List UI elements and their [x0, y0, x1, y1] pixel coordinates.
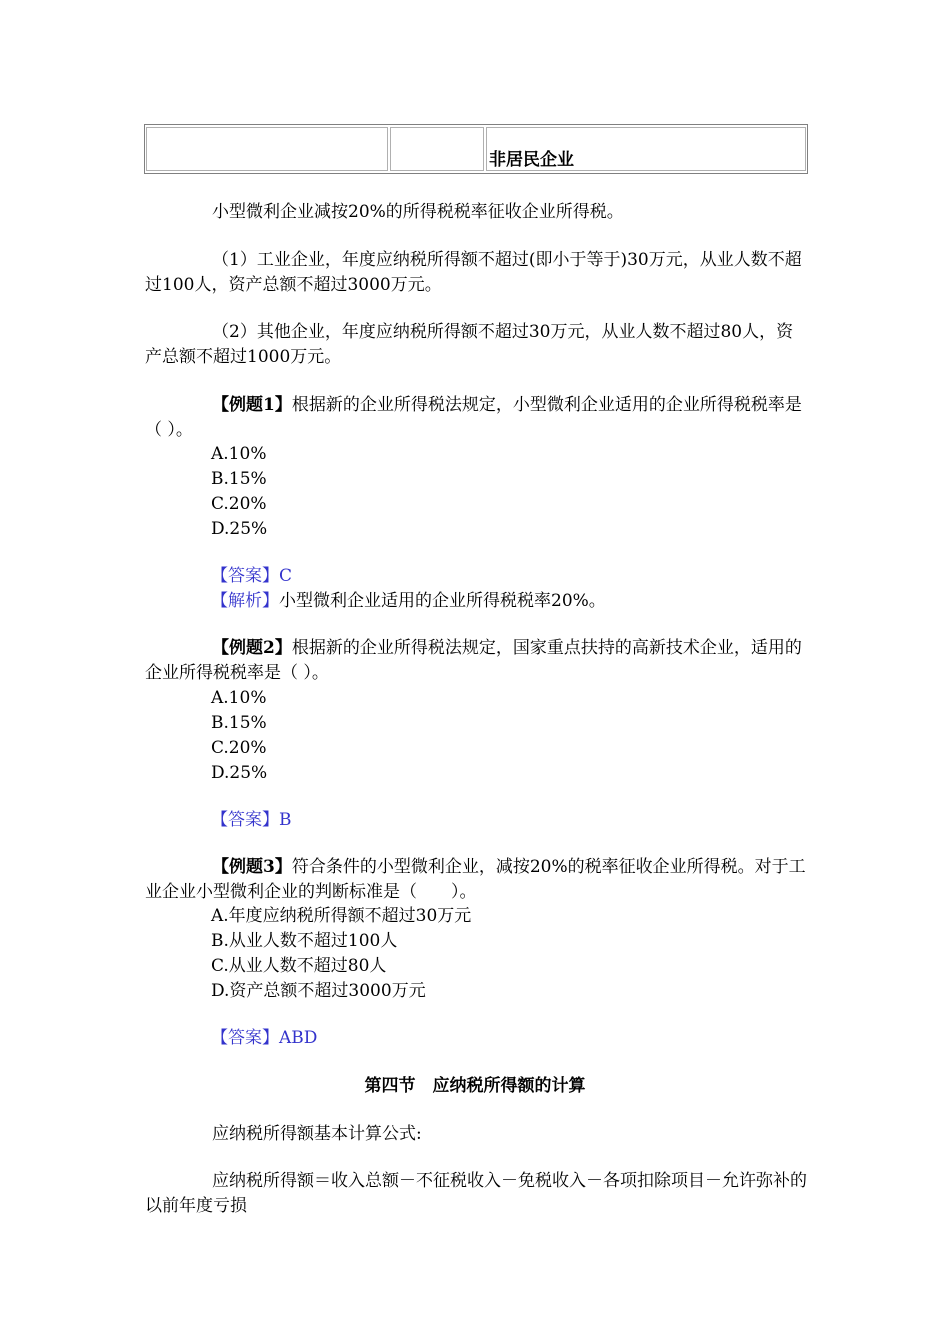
option: B.15% — [211, 713, 267, 733]
option: C.从业人数不超过80人 — [211, 956, 387, 976]
answer-value: ABD — [279, 1028, 318, 1048]
table-cell — [486, 127, 806, 171]
paragraph: 应纳税所得额基本计算公式: — [212, 1124, 422, 1144]
analysis-text: 小型微利企业适用的企业所得税税率20%。 — [279, 591, 606, 611]
option: A.10% — [211, 688, 267, 708]
answer-tag: 【答案】 — [211, 810, 279, 830]
example-2-tag: 【例题2】 — [212, 638, 292, 658]
paragraph: 小型微利企业减按20%的所得税税率征收企业所得税。 — [212, 202, 624, 222]
table-fragment — [144, 124, 808, 174]
section-heading: 第四节 应纳税所得额的计算 — [364, 1076, 586, 1096]
option: D.资产总额不超过3000万元 — [211, 981, 426, 1001]
option: B.从业人数不超过100人 — [211, 931, 398, 951]
paragraph: （1）工业企业，年度应纳税所得额不超过(即小于等于)30万元，从业人数不超过100人，资产总额不超过3000万元。 — [145, 250, 802, 295]
example-1-question — [145, 393, 807, 443]
analysis-line — [211, 589, 606, 614]
example-2-question — [145, 636, 807, 686]
table-cell — [390, 127, 484, 171]
paragraph: （2）其他企业，年度应纳税所得额不超过30万元，从业人数不超过80人，资产总额不超过1000万元。 — [145, 322, 794, 367]
answer-line — [211, 808, 292, 833]
table-cell — [146, 127, 388, 171]
example-1-tag: 【例题1】 — [212, 395, 292, 415]
option: D.25% — [211, 519, 268, 539]
example-3-text: 符合条件的小型微利企业，减按20%的税率征收企业所得税。对于工业企业小型微利企业的判断标准是（ ）。 — [145, 857, 806, 902]
option: A.年度应纳税所得额不超过30万元 — [211, 906, 472, 926]
paragraph: 应纳税所得额＝收入总额－不征税收入－免税收入－各项扣除项目－允许弥补的以前年度亏损 — [145, 1171, 807, 1216]
option: B.15% — [211, 469, 267, 489]
answer-tag: 【答案】 — [211, 566, 279, 586]
option: D.25% — [211, 763, 268, 783]
option: A.10% — [211, 444, 267, 464]
example-1-text: 根据新的企业所得税法规定，小型微利企业适用的企业所得税税率是（ ）。 — [145, 395, 802, 440]
example-3-question — [145, 855, 807, 905]
table-cell-text: 非居民企业 — [489, 150, 574, 170]
analysis-tag: 【解析】 — [211, 591, 279, 611]
answer-line — [211, 564, 292, 589]
example-2-text: 根据新的企业所得税法规定，国家重点扶持的高新技术企业，适用的企业所得税税率是（ ）。 — [145, 638, 802, 683]
answer-value: C — [279, 566, 293, 586]
answer-line — [211, 1026, 317, 1051]
example-3-tag: 【例题3】 — [212, 857, 292, 877]
option: C.20% — [211, 494, 267, 514]
answer-value: B — [279, 810, 292, 830]
answer-tag: 【答案】 — [211, 1028, 279, 1048]
option: C.20% — [211, 738, 267, 758]
